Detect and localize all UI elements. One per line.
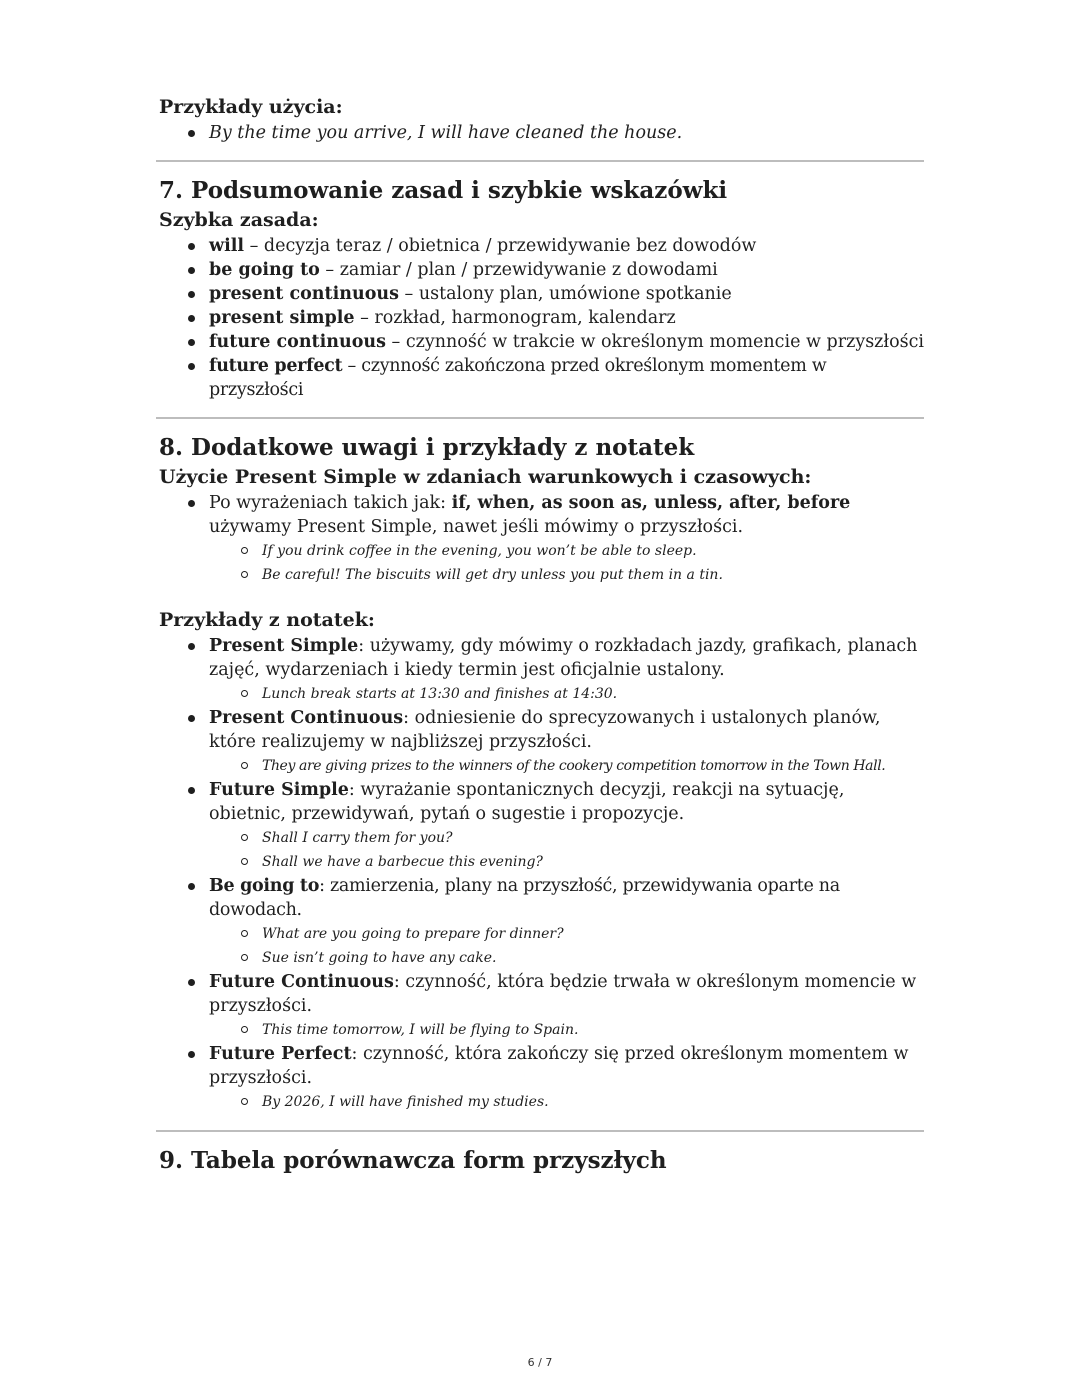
term: be going to (209, 260, 320, 280)
example-item: Shall we have a barbecue this evening? (209, 850, 924, 874)
keywords: if, when, as soon as, unless, after, before (451, 493, 851, 513)
divider (156, 160, 924, 162)
term: Be going to (209, 876, 320, 896)
list-item (156, 970, 924, 1042)
example-item: Shall I carry them for you? (209, 826, 924, 850)
notes-list (156, 634, 924, 1114)
example-item: Lunch break starts at 13:30 and finishes at 14:30. (209, 682, 924, 706)
example-item: They are giving prizes to the winners of the cookery competition tomorrow in the Town Hall. (209, 754, 924, 778)
term: Present Continuous (209, 708, 404, 728)
list-item (156, 778, 924, 874)
desc: – czynność zakończona przed określonym momentem w przyszłości (209, 356, 827, 400)
example-list (209, 826, 924, 874)
term: Future Perfect (209, 1044, 352, 1064)
list-item (156, 306, 924, 330)
example-list (209, 922, 924, 970)
usage-list (156, 121, 924, 145)
term: future perfect (209, 356, 343, 376)
list-item (156, 1042, 924, 1114)
section-7-title: 7. Podsumowanie zasad i szybkie wskazówki (159, 177, 728, 204)
divider (156, 1130, 924, 1132)
desc: : czynność, która będzie trwała w określonym momencie w przyszłości. (209, 972, 917, 1016)
section-8-subhead-1: Użycie Present Simple w zdaniach warunkowych i czasowych: (159, 466, 812, 488)
example-item: If you drink coffee in the evening, you won’t be able to sleep. (209, 539, 924, 563)
term: will (209, 236, 245, 256)
document-page (156, 94, 924, 1177)
desc: – zamiar / plan / przewidywanie z dowodami (319, 260, 718, 280)
list-item (156, 491, 924, 587)
list-item (156, 874, 924, 970)
example-list (209, 1018, 924, 1042)
desc: – decyzja teraz / obietnica / przewidywanie bez dowodów (244, 236, 757, 256)
list-item (156, 234, 924, 258)
term: future continuous (209, 332, 386, 352)
list-item (156, 330, 924, 354)
page-number: 6 / 7 (527, 1356, 553, 1369)
example-item: Be careful! The biscuits will get dry unless you put them in a tin. (209, 563, 924, 587)
example-item: This time tomorrow, I will be flying to Spain. (209, 1018, 924, 1042)
desc: : odniesienie do sprecyzowanych i ustalonych planów, które realizujemy w najbliższej przyszłości. (209, 708, 881, 752)
conditional-list (156, 491, 924, 587)
desc: – rozkład, harmonogram, kalendarz (354, 308, 676, 328)
example-list (209, 682, 924, 706)
example-item: What are you going to prepare for dinner? (209, 922, 924, 946)
term: Present Simple (209, 636, 359, 656)
divider (156, 417, 924, 419)
desc: : wyrażanie spontanicznych decyzji, reakcji na sytuację, obietnic, przewidywań, pytań o sugestie i propozycje. (209, 780, 845, 824)
example-item: By 2026, I will have finished my studies. (209, 1090, 924, 1114)
term: Future Simple (209, 780, 349, 800)
example-list (209, 1090, 924, 1114)
term: present continuous (209, 284, 399, 304)
example-list (209, 539, 924, 587)
example-list (209, 754, 924, 778)
section-8-title: 8. Dodatkowe uwagi i przykłady z notatek (159, 434, 695, 461)
usage-heading: Przykłady użycia: (159, 96, 343, 118)
section-7-list (156, 234, 924, 402)
desc: – czynność w trakcie w określonym momencie w przyszłości (385, 332, 924, 352)
list-item (156, 634, 924, 706)
section-9-title: 9. Tabela porównawcza form przyszłych (159, 1147, 667, 1174)
desc: – ustalony plan, umówione spotkanie (398, 284, 732, 304)
list-item (156, 706, 924, 778)
list-item (156, 282, 924, 306)
list-item (156, 354, 924, 402)
list-item (156, 258, 924, 282)
term: present simple (209, 308, 355, 328)
section-8-subhead-2: Przykłady z notatek: (159, 609, 375, 631)
desc: : czynność, która zakończy się przed określonym momentem w przyszłości. (209, 1044, 909, 1088)
section-7-subhead: Szybka zasada: (159, 209, 319, 231)
desc: : zamierzenia, plany na przyszłość, przewidywania oparte na dowodach. (209, 876, 840, 920)
example-item: Sue isn’t going to have any cake. (209, 946, 924, 970)
text: używamy Present Simple, nawet jeśli mówimy o przyszłości. (209, 517, 744, 537)
usage-example: By the time you arrive, I will have cleaned the house. (156, 121, 924, 145)
text: Po wyrażeniach takich jak: (209, 493, 452, 513)
desc: : używamy, gdy mówimy o rozkładach jazdy, grafikach, planach zajęć, wydarzeniach i kiedy termin jest oficjalnie ustalony. (209, 636, 918, 680)
term: Future Continuous (209, 972, 394, 992)
